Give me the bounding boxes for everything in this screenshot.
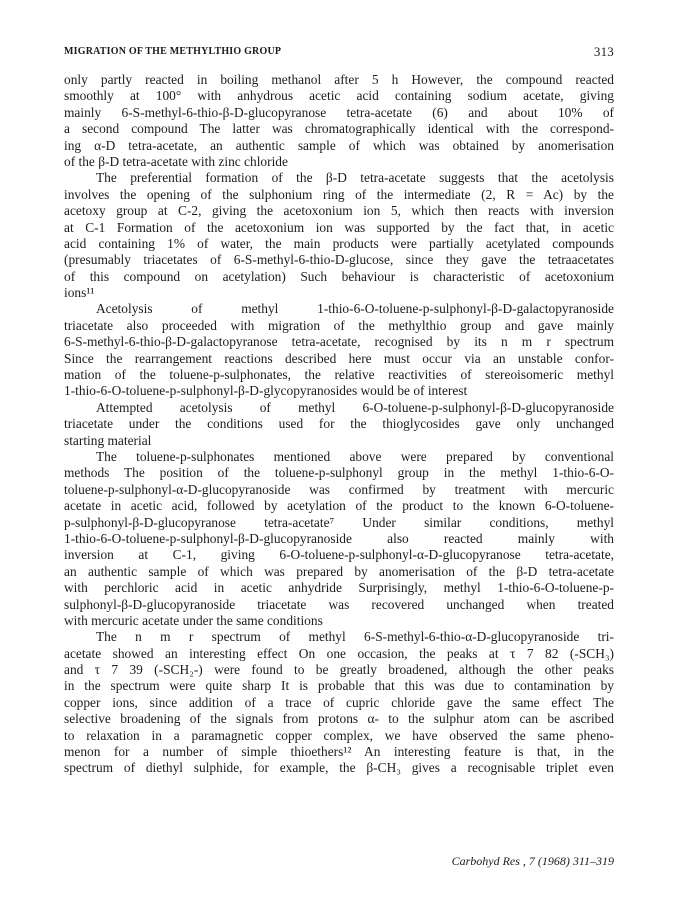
text-line: Since the rearrangement reactions described here must occur via an unstable confor- [64, 350, 614, 366]
text-line: triacetate under the conditions used for the thioglycosides gave only unchanged [64, 416, 614, 432]
text-line: inversion at C-1, giving 6-O-toluene-p-sulphonyl-α-D-glucopyranose tetra-acetate, [64, 547, 614, 563]
paragraph-first-line: The preferential formation of the β-D tetra-acetate suggests that the acetolysis [96, 170, 614, 186]
text-line: 1-thio-6-O-toluene-p-sulphonyl-β-D-glucopyranoside also reacted mainly with [64, 530, 614, 546]
text-line: sulphonyl-β-D-glucopyranoside triacetate was recovered unchanged when treated [64, 596, 614, 612]
text-line: ing α-D tetra-acetate, an authentic sample of which was obtained by anomerisation [64, 137, 614, 153]
running-title: MIGRATION OF THE METHYLTHIO GROUP [64, 46, 282, 57]
text-line: menon for a number of simple thioethers¹² An interesting feature is that, in the [64, 744, 614, 760]
text-line: of this compound on acetylation) Such behaviour is characteristic of acetoxonium [64, 268, 614, 284]
paragraph-first-line: The n m r spectrum of methyl 6-S-methyl-6-thio-α-D-glucopyranoside tri- [96, 629, 614, 645]
text-line: copper ions, since addition of a trace of cupric chloride gave the same effect The [64, 694, 614, 710]
text-line: involves the opening of the sulphonium ring of the intermediate (2, R = Ac) by the [64, 186, 614, 202]
paragraph-first-line: The toluene-p-sulphonates mentioned above were prepared by conventional [96, 448, 614, 464]
page-number: 313 [593, 44, 614, 59]
text-line: with mercuric acetate under the same conditions [64, 612, 323, 628]
text-line: (presumably triacetates of 6-S-methyl-6-thio-D-glucose, since they gave the tetraacetates [64, 252, 614, 268]
running-head [64, 46, 614, 57]
text-line: a second compound The latter was chromatographically identical with the correspond- [64, 121, 614, 137]
text-line: with perchloric acid in acetic anhydride Surprisingly, methyl 1-thio-6-O-toluene-p- [64, 580, 614, 596]
text-line: at C-1 Formation of the acetoxonium ion was supported by the fact that, in acetic [64, 219, 614, 235]
text-line: p-sulphonyl-β-D-glucopyranose tetra-acetate⁷ Under similar conditions, methyl [64, 514, 614, 530]
text-line: toluene-p-sulphonyl-α-D-glucopyranoside was confirmed by treatment with mercuric [64, 481, 614, 497]
text-line: of the β-D tetra-acetate with zinc chloride [64, 153, 288, 169]
body-text [64, 72, 614, 777]
text-line: in the spectrum were quite sharp It is probable that this was due to contamination by [64, 678, 614, 694]
text-line: mainly 6-S-methyl-6-thio-β-D-glucopyranose tetra-acetate (6) and about 10% of [64, 104, 614, 120]
text-line: smoothly at 100° with anhydrous acetic acid containing sodium acetate, giving [64, 88, 614, 104]
text-line: to relaxation in a paramagnetic copper complex, we have observed the same pheno- [64, 727, 614, 743]
text-line: 1-thio-6-O-toluene-p-sulphonyl-β-D-glycopyranosides would be of interest [64, 383, 468, 399]
text-line: triacetate also proceeded with migration of the methylthio group and gave mainly [64, 317, 614, 333]
text-line: 6-S-methyl-6-thio-β-D-galactopyranose tetra-acetate, recognised by its n m r spectrum [64, 334, 614, 350]
text-line: mation of the toluene-p-sulphonates, the relative reactivities of stereoisomeric methyl [64, 367, 614, 383]
text-line: spectrum of diethyl sulphide, for example, the β-CH₃ gives a recognisable triplet even [64, 760, 614, 776]
text-line: acetate in acetic acid, followed by acetylation of the product to the known 6-O-toluene- [64, 498, 614, 514]
paragraph-first-line: Acetolysis of methyl 1-thio-6-O-toluene-p-sulphonyl-β-D-galactopyranoside [96, 301, 614, 317]
journal-citation: Carbohyd Res , 7 (1968) 311–319 [451, 854, 614, 868]
text-line: acetate showed an interesting effect On one occasion, the peaks at τ 7 82 (-SCH₃) [64, 645, 614, 661]
text-line: methods The position of the toluene-p-sulphonyl group in the methyl 1-thio-6-O- [64, 465, 614, 481]
text-line: ions¹¹ [64, 285, 95, 301]
text-line: an authentic sample of which was prepared by anomerisation of the β-D tetra-acetate [64, 563, 614, 579]
text-line: only partly reacted in boiling methanol after 5 h However, the compound reacted [64, 72, 614, 87]
text-line: acetoxy group at C-2, giving the acetoxonium ion 5, which then reacts with inversion [64, 203, 614, 219]
text-line: acid containing 1% of water, the main products were partially acetylated compounds [64, 235, 614, 251]
text-line: and τ 7 39 (-SCH₂-) were found to be greatly broadened, although the other peaks [64, 662, 614, 678]
text-line: starting material [64, 432, 152, 448]
paragraph-first-line: Attempted acetolysis of methyl 6-O-toluene-p-sulphonyl-β-D-glucopyranoside [96, 399, 614, 415]
text-line: selective broadening of the signals from protons α- to the sulphur atom can be ascribed [64, 711, 614, 727]
